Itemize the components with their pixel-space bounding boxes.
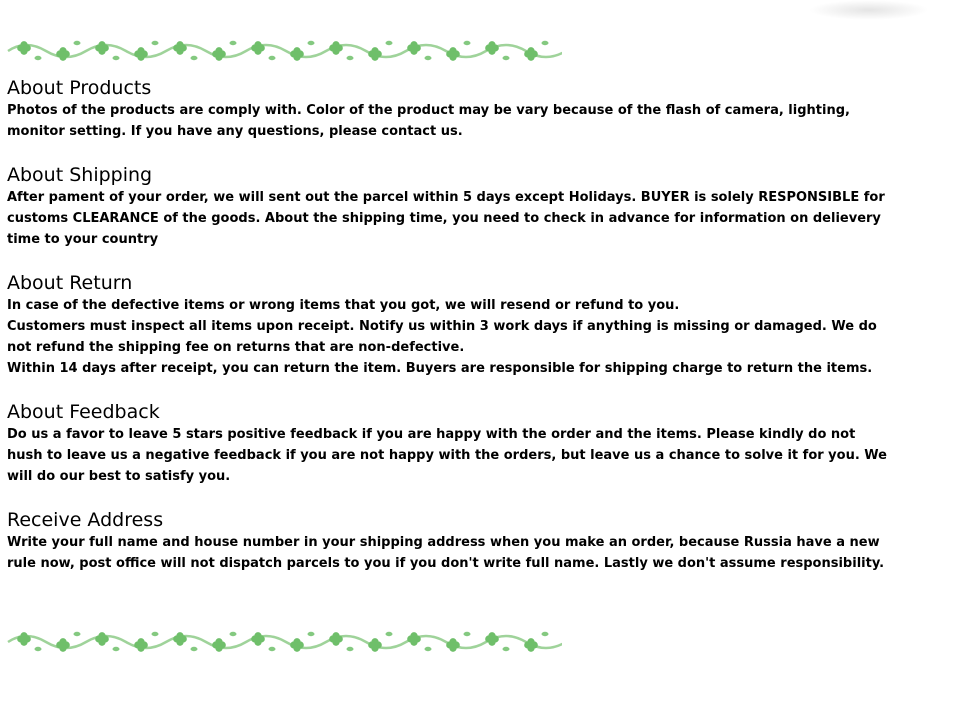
policy-content (7, 76, 887, 595)
section-about-shipping (7, 163, 887, 250)
clover-vine-divider-top-icon (6, 34, 562, 68)
section-paragraph: Within 14 days after receipt, you can return the item. Buyers are responsible for shipping charge to return the items. (7, 361, 873, 376)
section-about-return (7, 271, 887, 379)
section-paragraph: In case of the defective items or wrong items that you got, we will resend or refund to you. (7, 298, 680, 313)
section-title: About Feedback (7, 401, 160, 423)
section-paragraph: Do us a favor to leave 5 stars positive feedback if you are happy with the order and the items. Please kindly do not hush to leave us a negative feedback if you are not happy with the orders, but leave us a chance to solve it for you. We will do our best to satisfy you. (7, 427, 888, 484)
section-paragraph: Write your full name and house number in your shipping address when you make an order, because Russia have a new rule now, post office will not dispatch parcels to you if you don't write full name. Lastly we don't assume responsibility. (7, 535, 885, 571)
clover-vine-divider-bottom-icon (6, 625, 562, 659)
section-title: About Return (7, 272, 133, 294)
section-title: Receive Address (7, 509, 164, 531)
section-paragraph: Photos of the products are comply with. Color of the product may be vary because of the flash of camera, lighting, monitor setting. If you have any questions, please contact us. (7, 103, 850, 139)
section-receive-address (7, 508, 887, 574)
section-paragraph: Customers must inspect all items upon receipt. Notify us within 3 work days if anything is missing or damaged. We do not refund the shipping fee on returns that are non-defective. (7, 319, 877, 355)
corner-smudge (809, 0, 929, 20)
section-about-feedback (7, 400, 887, 487)
section-paragraph: After pament of your order, we will sent out the parcel within 5 days except Holidays. BUYER is solely RESPONSIBLE for customs CLEARANCE of the goods. About the shipping time, you need to check in advance for information on delievery time to your country (7, 190, 885, 247)
section-title: About Shipping (7, 164, 153, 186)
section-title: About Products (7, 77, 152, 99)
section-about-products (7, 76, 887, 142)
